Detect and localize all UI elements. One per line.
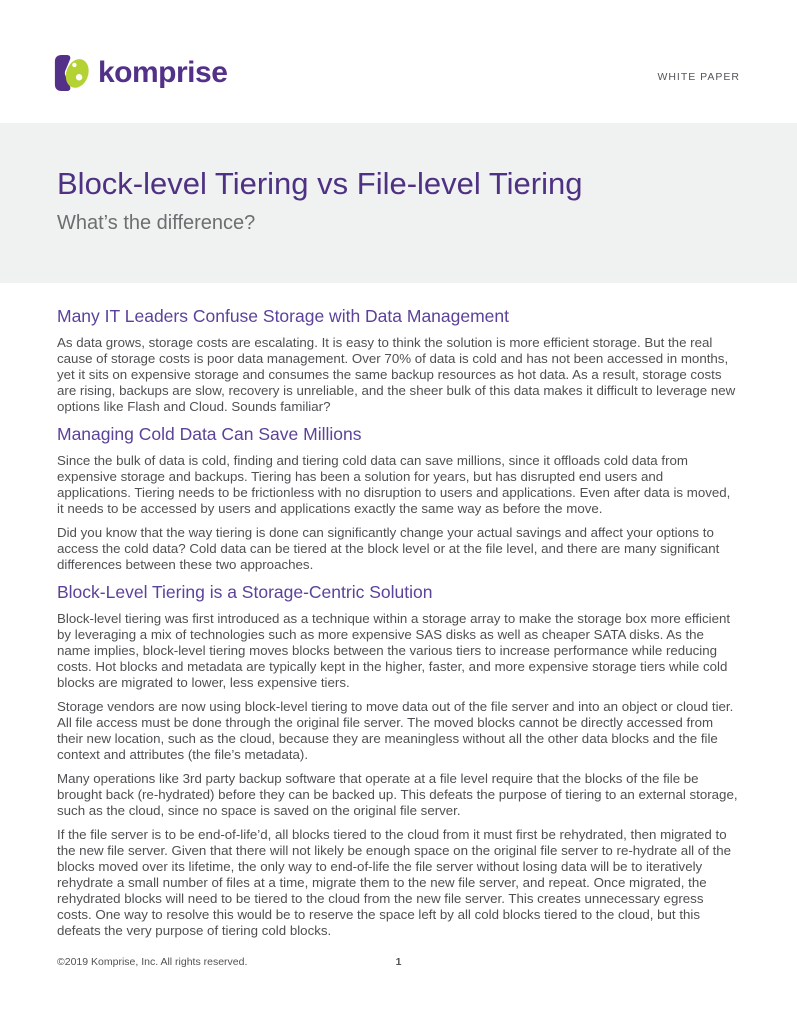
section-heading: Block-Level Tiering is a Storage-Centric Solution	[57, 582, 433, 602]
section-heading: Many IT Leaders Confuse Storage with Data Management	[57, 306, 510, 326]
page-header	[0, 0, 797, 123]
paragraph: If the file server is to be end-of-life’d, all blocks tiered to the cloud from it must first be rehydrated, then migrated to the new file server. Given that there will not likely be enough space on the original file server to re-hydrate all of the blocks moved over its lifetime, the only way to end-of-life the file server without losing data will be to iteratively rehydrate a small number of files at a time, migrate them to the new file server, and repeat. Once migrated, the rehydrated blocks will need to be tiered to the cloud from the new file server. This creates unnecessary egress costs. One way to resolve this would be to reserve the space left by all cold blocks tiered to the cloud, but this defeats the very purpose of tiering cold blocks.	[57, 827, 732, 938]
section-block-level-tiering	[57, 581, 740, 939]
page-subtitle: What’s the difference?	[57, 212, 256, 234]
copyright-text: ©2019 Komprise, Inc. All rights reserved.	[57, 956, 248, 968]
paragraph: As data grows, storage costs are escalating. It is easy to think the solution is more efficient storage. But the real cause of storage costs is poor data management. Over 70% of data is cold and has not been accessed in months, yet it sits on expensive storage and consumes the same backup resources as hot data. As a result, storage costs are rising, backups are slow, recovery is unreliable, and the sheer bulk of this data makes it difficult to leverage new options like Flash and Cloud. Sounds familiar?	[57, 335, 736, 414]
section-managing-cold-data	[57, 423, 740, 573]
page-footer	[57, 956, 740, 968]
hero-banner	[0, 123, 797, 283]
page-title: Block-level Tiering vs File-level Tiering	[57, 166, 583, 201]
paragraph: Many operations like 3rd party backup software that operate at a file level require that the blocks of the file be brought back (re-hydrated) before they can be backed up. This defeats the purpose of tiering to an external storage, such as the cloud, since no space is saved on the original file server.	[57, 771, 738, 818]
paragraph: Storage vendors are now using block-level tiering to move data out of the file server and into an object or cloud tier. All file access must be done through the original file server. The moved blocks cannot be directly accessed from their new location, such as the cloud, because they are meaningless without all the other data blocks and the file context and attributes (the file’s metadata).	[57, 699, 734, 762]
document-body	[0, 283, 797, 939]
doc-type-label: WHITE PAPER	[657, 71, 740, 83]
page-number: 1	[395, 956, 402, 968]
paragraph: Since the bulk of data is cold, finding and tiering cold data can save millions, since it offloads cold data from expensive storage and backups. Tiering has been a solution for years, but has disrupted end users and applications. Tiering needs to be frictionless with no disruption to users and applications. Even after data is moved, it needs to be accessed by users and applications exactly the same way as before the move.	[57, 453, 731, 516]
section-heading: Managing Cold Data Can Save Millions	[57, 424, 362, 444]
komprise-logo-icon	[53, 54, 91, 92]
section-storage-vs-data-management	[57, 305, 740, 415]
komprise-logo	[53, 54, 227, 92]
paragraph: Did you know that the way tiering is done can significantly change your actual savings and affect your options to access the cold data? Cold data can be tiered at the block level or at the file level, and there are many significant differences between these two approaches.	[57, 525, 720, 572]
paragraph: Block-level tiering was first introduced as a technique within a storage array to make the storage box more efficient by leveraging a mix of technologies such as more expensive SAS disks as well as cheaper SATA disks. As the name implies, block-level tiering moves blocks between the various tiers to increase performance while reducing costs. Hot blocks and metadata are typically kept in the higher, faster, and more expensive storage tiers while cold blocks are migrated to lower, less expensive tiers.	[57, 611, 731, 690]
logo-wordmark: komprise	[98, 56, 228, 89]
